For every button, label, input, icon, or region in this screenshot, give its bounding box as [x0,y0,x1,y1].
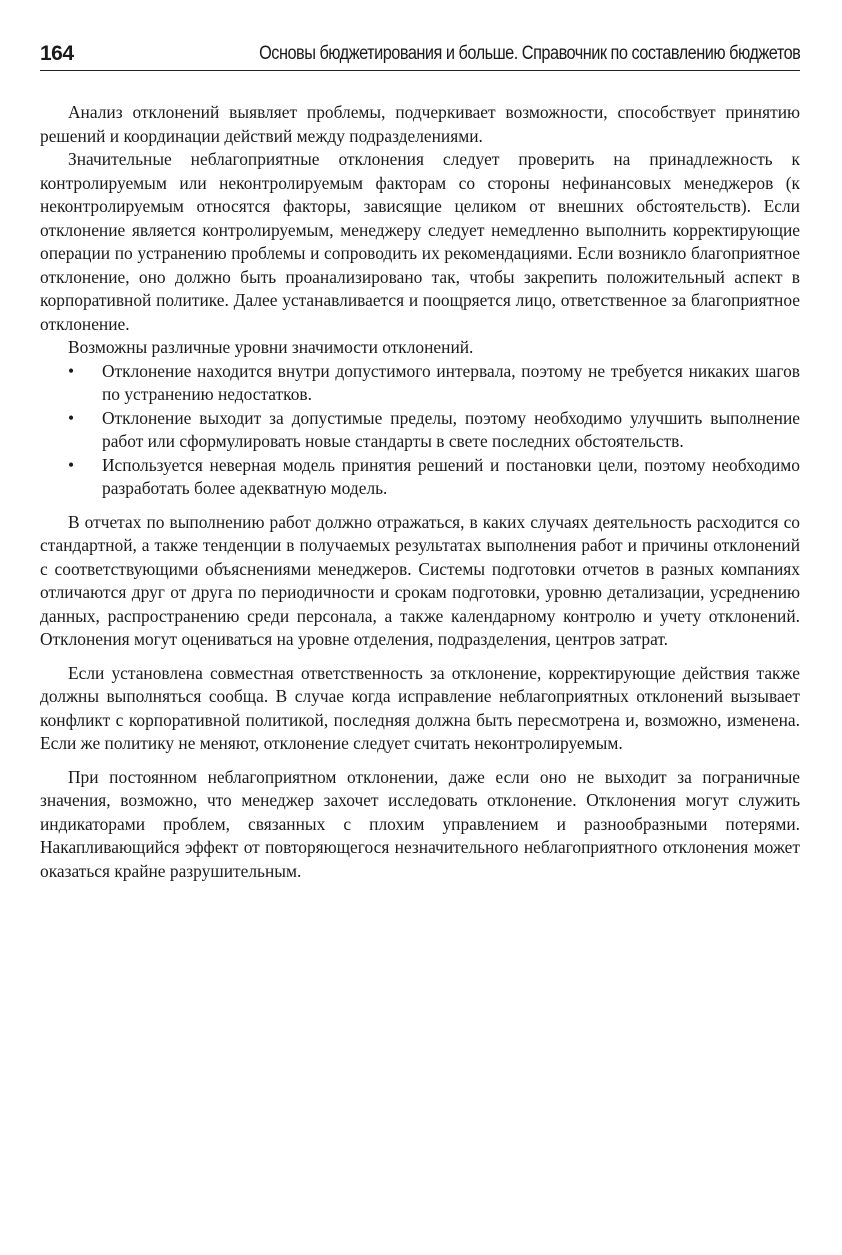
bullet-mark: • [68,360,75,381]
bullet-item-3 [68,454,800,501]
page-number: 164 [40,42,74,65]
paragraph-3: Возможны различные уровни значимости отклонений. [68,337,474,357]
running-header [40,40,800,71]
bullet-text: Используется неверная модель принятия решений и постановки цели, поэтому необходимо разработать более адекватную модель. [102,454,800,498]
bullet-mark: • [68,407,75,428]
paragraph-6: При постоянном неблагоприятном отклонении, даже если оно не выходит за пограничные значения, возможно, что менеджер захочет исследовать отклонение. Отклонения могут служить индикаторами проблем, связанных с плохим управлением и разнообразными потерями. Накапливающийся эффект от повторяющегося незначительного неблагоприятного отклонения может оказаться крайне разрушительным. [40,766,800,881]
bullet-item-2 [68,407,800,454]
paragraph-1: Анализ отклонений выявляет проблемы, подчеркивает возможности, способствует принятию решений и координации действий между подразделениями. [40,102,800,146]
paragraph-4: В отчетах по выполнению работ должно отражаться, в каких случаях деятельность расходится со стандартной, а также тенденции в получаемых результатах выполнения работ и причины отклонений с соответствующими объяснениями менеджеров. Системы подготовки отчетов в разных компаниях отличаются друг от друга по периодичности и срокам подготовки, уровню детализации, усреднению данных, распространению среди персонала, а также календарному контролю и учету отклонений. Отклонения могут оцениваться на уровне отделения, подразделения, центров затрат. [40,511,800,649]
bullet-text: Отклонение находится внутри допустимого интервала, поэтому не требуется никаких шагов по устранению недостатков. [102,360,800,404]
paragraph-2: Значительные неблагоприятные отклонения следует проверить на принадлежность к контролируемым или неконтролируемым факторам со стороны нефинансовых менеджеров (к неконтролируемым относятся факторы, зависящие целиком от внешних обстоятельств). Если отклонение является контролируемым, менеджеру следует немедленно выполнить корректирующие операции по устранению проблемы и сопроводить их рекомендациями. Если возникло благоприятное отклонение, оно должно быть проанализировано так, чтобы закрепить положительный аспект в корпоративной политике. Далее устанавливается и поощряется лицо, ответственное за благоприятное отклонение. [40,149,800,334]
paragraph-5: Если установлена совместная ответственность за отклонение, корректирующие действия также должны выполняться сообща. В случае когда исправление неблагоприятных отклонений вызывает конфликт с корпоративной политикой, последняя должна быть пересмотрена и, возможно, изменена. Если же политику не меняют, отклонение следует считать неконтролируемым. [40,662,800,753]
bullet-text: Отклонение выходит за допустимые пределы, поэтому необходимо улучшить выполнение работ или сформулировать новые стандарты в свете последних обстоятельств. [102,407,800,451]
bullet-list [40,360,800,501]
body-text [40,101,800,883]
bullet-item-1 [68,360,800,407]
running-title: Основы бюджетирования и больше. Справочник по составлению бюджетов [258,43,800,64]
bullet-mark: • [68,454,75,475]
